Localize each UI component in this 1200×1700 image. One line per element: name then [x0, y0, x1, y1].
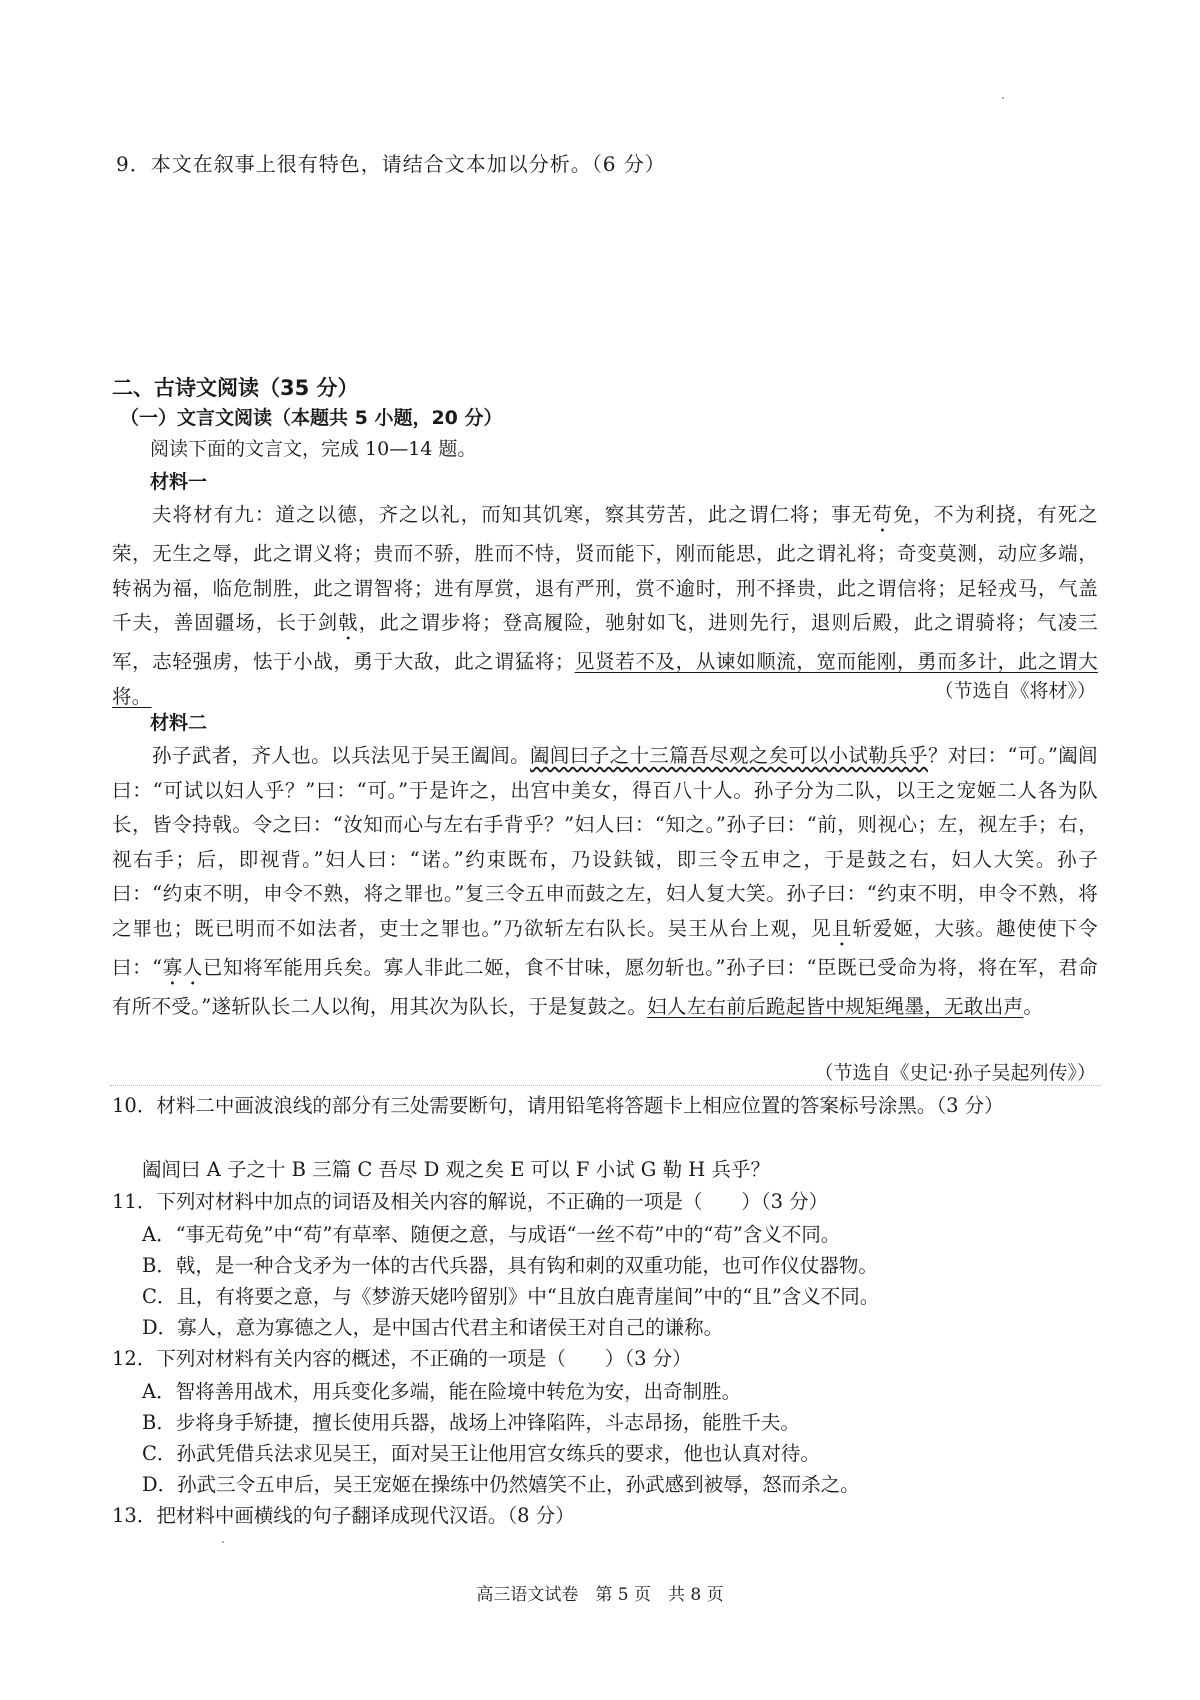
scan-speck [222, 1541, 224, 1543]
question-12-option-b: B．步将身手矫捷，擅长使用兵器，战场上冲锋陷阵，斗志昂扬，能胜千夫。 [142, 1411, 800, 1434]
material-2-title: 材料二 [150, 712, 208, 734]
page-footer: 高三语文试卷 第 5 页 共 8 页 [476, 1585, 724, 1605]
question-13: 13．把材料中画横线的句子翻译成现代汉语。（8 分） [112, 1504, 575, 1527]
scan-speck [1002, 97, 1004, 99]
question-12-option-a: A．智将善用战术，用兵变化多端，能在险境中转危为安，出奇制胜。 [142, 1380, 742, 1403]
question-11-option-a: A．“事无苟免”中“苟”有草率、随便之意，与成语“一丝不苟”中的“苟”含义不同。 [142, 1223, 841, 1246]
dotted-separator [110, 1085, 1100, 1086]
material-1-source: （节选自《将材》） [934, 680, 1096, 702]
dotted-word-guaren: 寡人 [162, 955, 203, 979]
reading-instruction: 阅读下面的文言文，完成 10—14 题。 [150, 438, 477, 460]
question-12: 12．下列对材料有关内容的概述，不正确的一项是（ ）（3 分） [112, 1347, 692, 1370]
subsection-title: （一）文言文阅读（本题共 5 小题，20 分） [120, 407, 503, 429]
underlined-sentence-2: 妇人左右前后跪起皆中规矩绳墨，无敢出声 [647, 994, 1024, 1018]
material-1-text: 夫将材有九：道之以德，齐之以礼，而知其饥寒，察其劳苦，此之谓仁将；事无苟免，不为利挠，有死之荣，无生之辱，此之谓义将；贵而不骄，胜而不恃，贤而能下，刚而能思，此之谓礼将；奇变莫测，动应多端，转祸为福，临危制胜，此之谓智将；进有厚赏，退有严刑，赏不逾时，刑不择贵，此之谓信将；足轻戎马，气盖千夫，善固疆场，长于剑戟，此之谓步将；登高履险，驰射如飞，进则先行，退则后殿，此之谓骑将；气凌三军，志轻强虏，怯于小战，勇于大敌，此之谓猛将；见贤若不及，从谏如顺流，宽而能刚，勇而多计，此之谓大将。 [112, 503, 1098, 708]
wavy-underlined-sentence: 阖闾曰子之十三篇吾尽观之矣可以小试勒兵乎 [530, 744, 928, 767]
question-11-option-c: C．且，有将要之意，与《梦游天姥吟留别》中“且放白鹿青崖间”中的“且”含义不同。 [142, 1285, 880, 1308]
dotted-word-qie: 且 [831, 916, 853, 940]
question-10: 10．材料二中画波浪线的部分有三处需要断句，请用铅笔将答题卡上相应位置的答案标号涂黑。（3 分） [112, 1094, 1004, 1117]
question-10-sentence: 阖闾曰 A 子之十 B 三篇 C 吾尽 D 观之矣 E 可以 F 小试 G 勒 H 兵乎？ [142, 1158, 770, 1181]
question-11-option-b: B．戟，是一种合戈矛为一体的古代兵器，具有钩和刺的双重功能，也可作仪仗器物。 [142, 1254, 878, 1277]
material-2-source: （节选自《史记·孙子吴起列传》） [814, 1062, 1096, 1084]
question-12-option-d: D．孙武三令五申后，吴王宠姬在操练中仍然嬉笑不止，孙武感到被辱，怒而杀之。 [142, 1473, 860, 1496]
material-2-text: 孙子武者，齐人也。以兵法见于吴王阖闾。阖闾曰子之十三篇吾尽观之矣可以小试勒兵乎？对曰：“可。”阖闾曰：“可试以妇人乎？”曰：“可。”于是许之，出宫中美女，得百八十人。孙子分为二队，以王之宠姬二人各为队长，皆令持戟。令之曰：“汝知而心与左右手背乎？”妇人曰：“知之。”孙子曰：“前，则视心；左，视左手；右，视右手；后，即视背。”妇人曰：“诺。”约束既布，乃设鈇钺，即三令五申之，于是鼓之右，妇人大笑。孙子曰：“约束不明，申令不熟，将之罪也。”复三令五申而鼓之左，妇人复大笑。孙子曰：“约束不明，申令不熟，将之罪也；既已明而不如法者，吏士之罪也。”乃欲斩左右队长。吴王从台上观，见且斩爱姬，大骇。趣使使下令曰：“寡人已知将军能用兵矣。寡人非此二姬，食不甘味，愿勿斩也。”孙子曰：“臣既已受命为将，将在军，君命有所不受。”遂斩队长二人以徇，用其次为队长，于是复鼓之。妇人左右前后跪起皆中规矩绳墨，无敢出声。 [112, 744, 1098, 1018]
material-1-title: 材料一 [150, 471, 208, 493]
question-9: 9．本文在叙事上很有特色，请结合文本加以分析。（6 分） [116, 152, 666, 176]
question-11: 11．下列对材料中加点的词语及相关内容的解说，不正确的一项是（ ）（3 分） [112, 1190, 829, 1213]
section-title: 二、古诗文阅读（35 分） [112, 376, 359, 400]
question-12-option-c: C．孙武凭借兵法求见吴王，面对吴王让他用宫女练兵的要求，他也认真对待。 [142, 1442, 820, 1465]
dotted-word-ji: 戟 [338, 611, 359, 634]
dotted-word-gou: 苟 [872, 503, 893, 526]
question-11-option-d: D．寡人，意为寡德之人，是中国古代君主和诸侯王对自己的谦称。 [142, 1316, 724, 1339]
underlined-sentence-1: 见贤若不及，从谏如顺流，宽而能刚，勇而多计，此之谓大将。 [112, 650, 1098, 708]
